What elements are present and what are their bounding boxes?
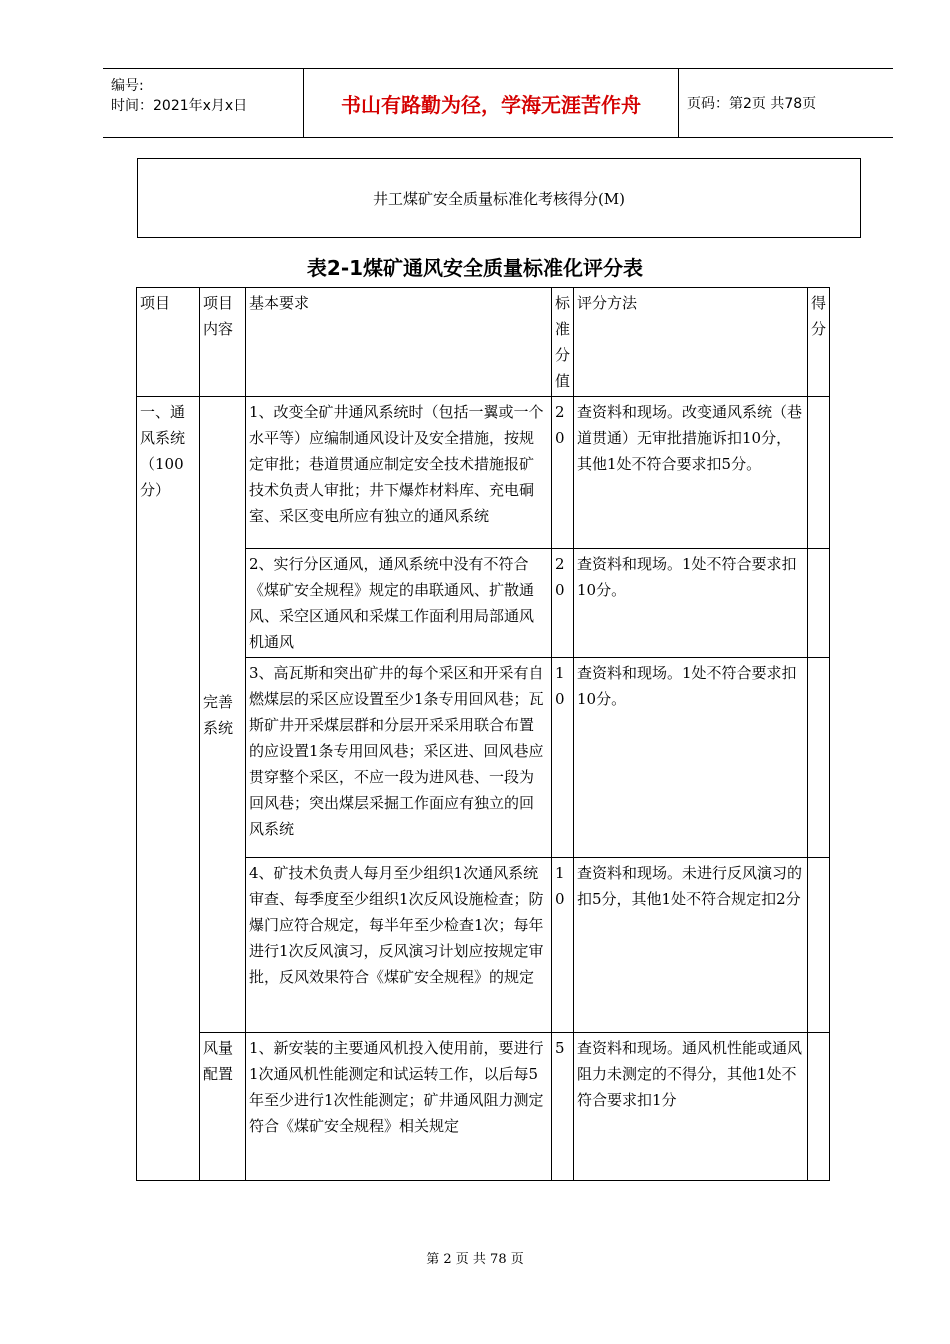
standard-cell: 20 <box>552 549 574 658</box>
date-label: 时间：2021年x月x日 <box>111 98 248 114</box>
method-cell: 查资料和现场。改变通风系统（巷道贯通）无审批措施诉扣10分，其他1处不符合要求扣5分。 <box>574 397 808 549</box>
content-cell: 完善系统 <box>200 397 246 1033</box>
header-requirements: 基本要求 <box>246 288 552 397</box>
score-cell <box>808 549 830 658</box>
requirement-cell: 3、高瓦斯和突出矿井的每个采区和开采有自燃煤层的采区应设置至少1条专用回风巷；瓦斯矿井开采煤层群和分层开采采用联合布置的应设置1条专用回风巷；采区进、回风巷应贯穿整个采区，不应一段为进风巷、一段为回风巷；突出煤层采掘工作面应有独立的回风系统 <box>246 658 552 858</box>
header-project: 项目 <box>137 288 200 397</box>
score-cell <box>808 858 830 1033</box>
standard-cell: 20 <box>552 397 574 549</box>
score-cell <box>808 658 830 858</box>
page-header <box>103 68 893 138</box>
requirement-cell: 4、矿技术负责人每月至少组织1次通风系统审查、每季度至少组织1次反风设施检查；防爆门应符合规定，每半年至少检查1次；每年进行1次反风演习，反风演习计划应按规定审批，反风效果符合《煤矿安全规程》的规定 <box>246 858 552 1033</box>
content-cell: 风量配置 <box>200 1033 246 1181</box>
requirement-cell: 1、改变全矿井通风系统时（包括一翼或一个水平等）应编制通风设计及安全措施，按规定审批；巷道贯通应制定安全技术措施报矿技术负责人审批；井下爆炸材料库、充电硐室、采区变电所应有独立的通风系统 <box>246 397 552 549</box>
standard-cell: 10 <box>552 858 574 1033</box>
requirement-cell: 1、新安装的主要通风机投入使用前，要进行1次通风机性能测定和试运转工作，以后每5年至少进行1次性能测定；矿井通风阻力测定符合《煤矿安全规程》相关规定 <box>246 1033 552 1181</box>
motto: 书山有路勤为径，学海无涯苦作舟 <box>304 69 679 137</box>
project-cell: 一、通风系统（100分） <box>137 397 200 1181</box>
header-page-number: 页码：第2页 共78页 <box>687 96 817 112</box>
scoring-table <box>136 287 830 1181</box>
table-header-row <box>137 288 830 397</box>
header-score: 得分 <box>808 288 830 397</box>
method-cell: 查资料和现场。通风机性能或通风阻力未测定的不得分，其他1处不符合要求扣1分 <box>574 1033 808 1181</box>
header-content: 项目内容 <box>200 288 246 397</box>
score-cell <box>808 1033 830 1181</box>
method-cell: 查资料和现场。1处不符合要求扣10分。 <box>574 658 808 858</box>
header-meta <box>103 69 304 137</box>
table-title: 表2-1煤矿通风安全质量标准化评分表 <box>306 256 644 280</box>
page-footer: 第 2 页 共 78 页 <box>426 1252 524 1267</box>
table-row <box>137 397 830 549</box>
method-cell: 查资料和现场。1处不符合要求扣10分。 <box>574 549 808 658</box>
header-method: 评分方法 <box>574 288 808 397</box>
header-standard-score: 标准分值 <box>552 288 574 397</box>
document-title-box: 井工煤矿安全质量标准化考核得分(M) <box>137 158 861 238</box>
number-label: 编号: <box>111 78 144 94</box>
method-cell: 查资料和现场。未进行反风演习的扣5分，其他1处不符合规定扣2分 <box>574 858 808 1033</box>
standard-cell: 5 <box>552 1033 574 1181</box>
standard-cell: 10 <box>552 658 574 858</box>
score-cell <box>808 397 830 549</box>
requirement-cell: 2、实行分区通风，通风系统中没有不符合《煤矿安全规程》规定的串联通风、扩散通风、采空区通风和采煤工作面利用局部通风机通风 <box>246 549 552 658</box>
table-row <box>137 1033 830 1181</box>
